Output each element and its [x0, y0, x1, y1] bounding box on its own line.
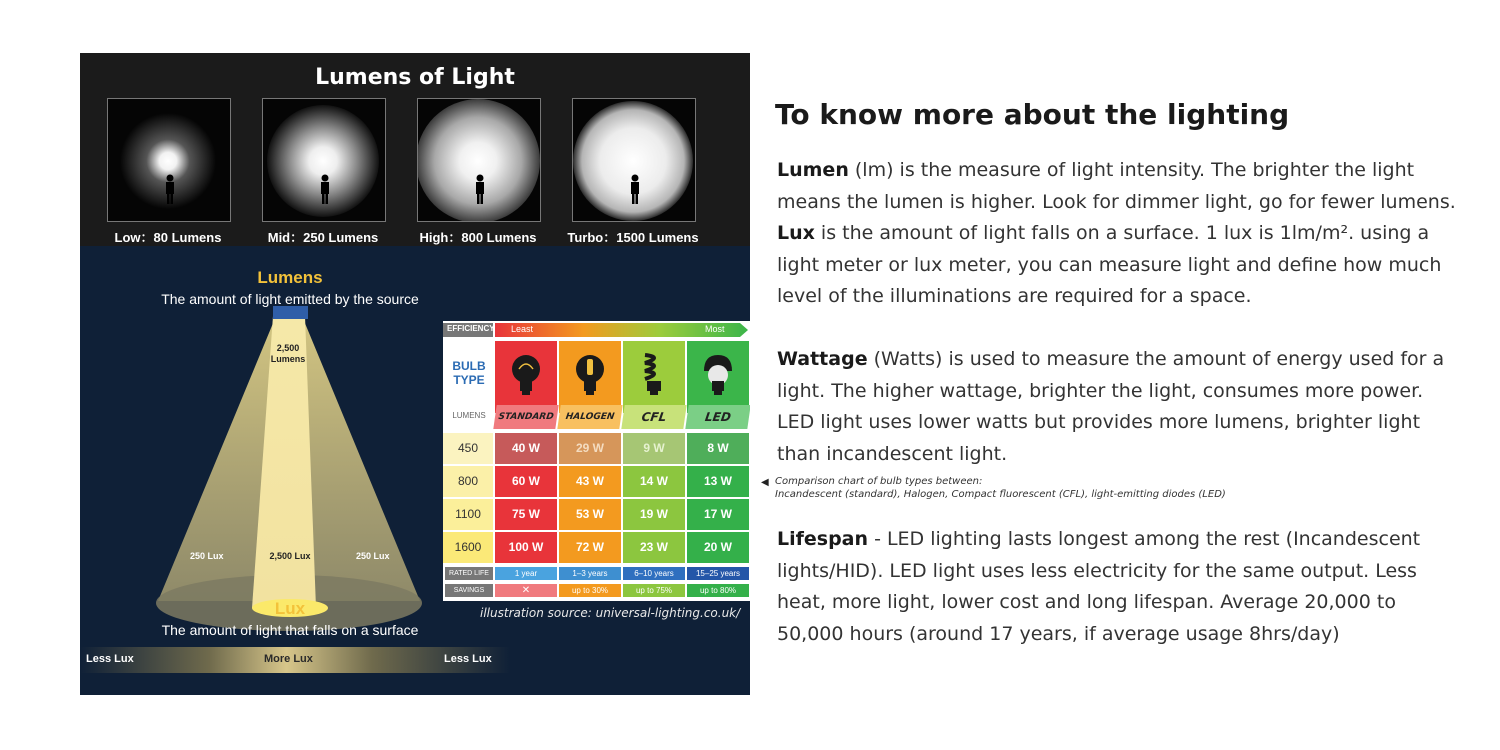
- lifespan-text: - LED lighting lasts longest among the rest (Incandescent lights/HID). LED light uses less electricity for the same output. Less heat, more light, lower cost and long lifespan. Average 20,000 to 50,000 hours (around 17 years, if average usage 8hrs/day): [777, 528, 1421, 645]
- rated-life-cell: 1 year: [495, 567, 557, 580]
- lamp-photo-mid: [262, 98, 386, 222]
- watt-cell: 20 W: [687, 532, 749, 563]
- lux-value-right: 250 Lux: [356, 551, 390, 561]
- efficiency-least: Least: [511, 324, 534, 334]
- savings-cell: up to 80%: [687, 584, 749, 597]
- bulb-type-label-line-2: TYPE: [453, 373, 485, 387]
- watt-cell: 43 W: [559, 466, 621, 497]
- lifespan-term: Lifespan: [777, 528, 869, 550]
- rated-life-cell: 15–25 years: [687, 567, 749, 580]
- scale-less-lux-left: Less Lux: [86, 653, 134, 665]
- person-silhouette-icon: [473, 174, 487, 204]
- bulb-column-cfl: [623, 341, 685, 413]
- led-bulb-icon: [687, 341, 749, 413]
- lumens-cell: 800: [443, 466, 493, 497]
- lumens-label: Lumens: [257, 268, 323, 287]
- lumens-cell: 1600: [443, 532, 493, 563]
- lux-label: Lux: [274, 599, 306, 618]
- chart-note-line-2: Incandescent (standard), Halogen, Compact fluorescent (CFL), light-emitting diodes (LED): [775, 489, 1226, 500]
- watt-cell: 75 W: [495, 499, 557, 530]
- comparison-chart-note: [761, 475, 1475, 501]
- watt-cell: 23 W: [623, 532, 685, 563]
- wattage-text: (Watts) is used to measure the amount of energy used for a light. The higher wattage, brighter the light, consumes more power. LED light uses lower watts but provides more lumens, brighter light than incandescent light.: [777, 348, 1445, 465]
- incandescent-bulb-icon: [495, 341, 557, 413]
- bulb-type-label: [449, 359, 489, 387]
- cfl-bulb-icon: [623, 341, 685, 413]
- wattage-paragraph: [777, 344, 1457, 470]
- halogen-bulb-icon: [559, 341, 621, 413]
- rated-life-label: RATED LIFE: [445, 567, 493, 580]
- lumens-comparison-panel: [80, 53, 750, 246]
- lifespan-paragraph: [777, 524, 1457, 650]
- lamp-photo-high: [417, 98, 541, 222]
- savings-cell: up to 30%: [559, 584, 621, 597]
- watt-cell: 9 W: [623, 433, 685, 464]
- lumen-term: Lumen: [777, 159, 849, 181]
- watt-cell: 14 W: [623, 466, 685, 497]
- left-pointer-icon: ◀: [761, 477, 769, 488]
- efficiency-most: Most: [705, 324, 725, 334]
- lumens-count: [258, 343, 318, 365]
- efficiency-label: EFFICIENCY: [447, 324, 495, 333]
- watt-cell: 72 W: [559, 532, 621, 563]
- watt-cell: 40 W: [495, 433, 557, 464]
- lumens-description: The amount of light emitted by the source: [161, 291, 419, 307]
- watt-cell: 13 W: [687, 466, 749, 497]
- person-silhouette-icon: [163, 174, 177, 204]
- bulb-name-halogen: HALOGEN: [557, 405, 622, 429]
- article-title: To know more about the lighting: [775, 98, 1290, 131]
- watt-cell: 19 W: [623, 499, 685, 530]
- lamp-caption-turbo: Turbo：1500 Lumens: [567, 230, 699, 245]
- bulb-column-led: [687, 341, 749, 413]
- scale-more-lux: More Lux: [264, 653, 313, 665]
- lighting-infographic: [80, 53, 750, 695]
- lamp-caption-mid: Mid：250 Lumens: [267, 230, 379, 245]
- lux-term: Lux: [777, 222, 815, 244]
- scale-less-lux-right: Less Lux: [444, 653, 492, 665]
- lamp-photo-low: [107, 98, 231, 222]
- bulb-type-label-line-1: BULB: [452, 359, 486, 373]
- lamp-caption-high: High：800 Lumens: [419, 230, 537, 245]
- savings-cell: up to 75%: [623, 584, 685, 597]
- lumens-count-value: 2,500: [276, 343, 300, 353]
- lumen-text: (lm) is the measure of light intensity. The brighter the light means the lumen is higher. Look for dimmer light, go for fewer lumens.: [777, 159, 1456, 213]
- savings-cell: ✕: [495, 584, 557, 597]
- watt-cell: 100 W: [495, 532, 557, 563]
- lux-value-left: 250 Lux: [190, 551, 224, 561]
- savings-label: SAVINGS: [445, 584, 493, 597]
- bulb-column-halogen: [559, 341, 621, 413]
- lumen-paragraph: [777, 155, 1457, 313]
- person-silhouette-icon: [318, 174, 332, 204]
- watt-cell: 8 W: [687, 433, 749, 464]
- lumens-heading: Lumens of Light: [315, 65, 515, 90]
- lumens-count-unit: Lumens: [270, 354, 306, 364]
- lamp-photo-turbo: [572, 98, 696, 222]
- lamp-caption-low: Low：80 Lumens: [114, 230, 222, 245]
- lumens-cell: 1100: [443, 499, 493, 530]
- lux-text: is the amount of light falls on a surface. 1 lux is 1lm/m². using a light meter or lux meter, you can measure light and define how much level of the illuminations are required for a space.: [777, 222, 1442, 307]
- watt-cell: 60 W: [495, 466, 557, 497]
- lumens-cell: 450: [443, 433, 493, 464]
- bulb-column-standard: [495, 341, 557, 413]
- lumens-column-label: LUMENS: [452, 411, 486, 420]
- rated-life-cell: 6–10 years: [623, 567, 685, 580]
- lux-description: The amount of light that falls on a surface: [161, 622, 419, 638]
- bulb-name-standard: STANDARD: [493, 405, 558, 429]
- lux-value-center: 2,500 Lux: [269, 551, 311, 561]
- person-silhouette-icon: [628, 174, 642, 204]
- light-source-icon: [273, 306, 308, 319]
- wattage-term: Wattage: [777, 348, 868, 370]
- watt-cell: 17 W: [687, 499, 749, 530]
- watt-cell: 29 W: [559, 433, 621, 464]
- bulb-comparison-table: [443, 321, 750, 601]
- illustration-source-caption: illustration source: universal-lighting.co.uk/: [480, 606, 741, 620]
- rated-life-cell: 1–3 years: [559, 567, 621, 580]
- bulb-name-cfl: CFL: [621, 405, 686, 429]
- bulb-name-led: LED: [685, 405, 750, 429]
- watt-cell: 53 W: [559, 499, 621, 530]
- chart-note-line-1: Comparison chart of bulb types between:: [775, 476, 983, 487]
